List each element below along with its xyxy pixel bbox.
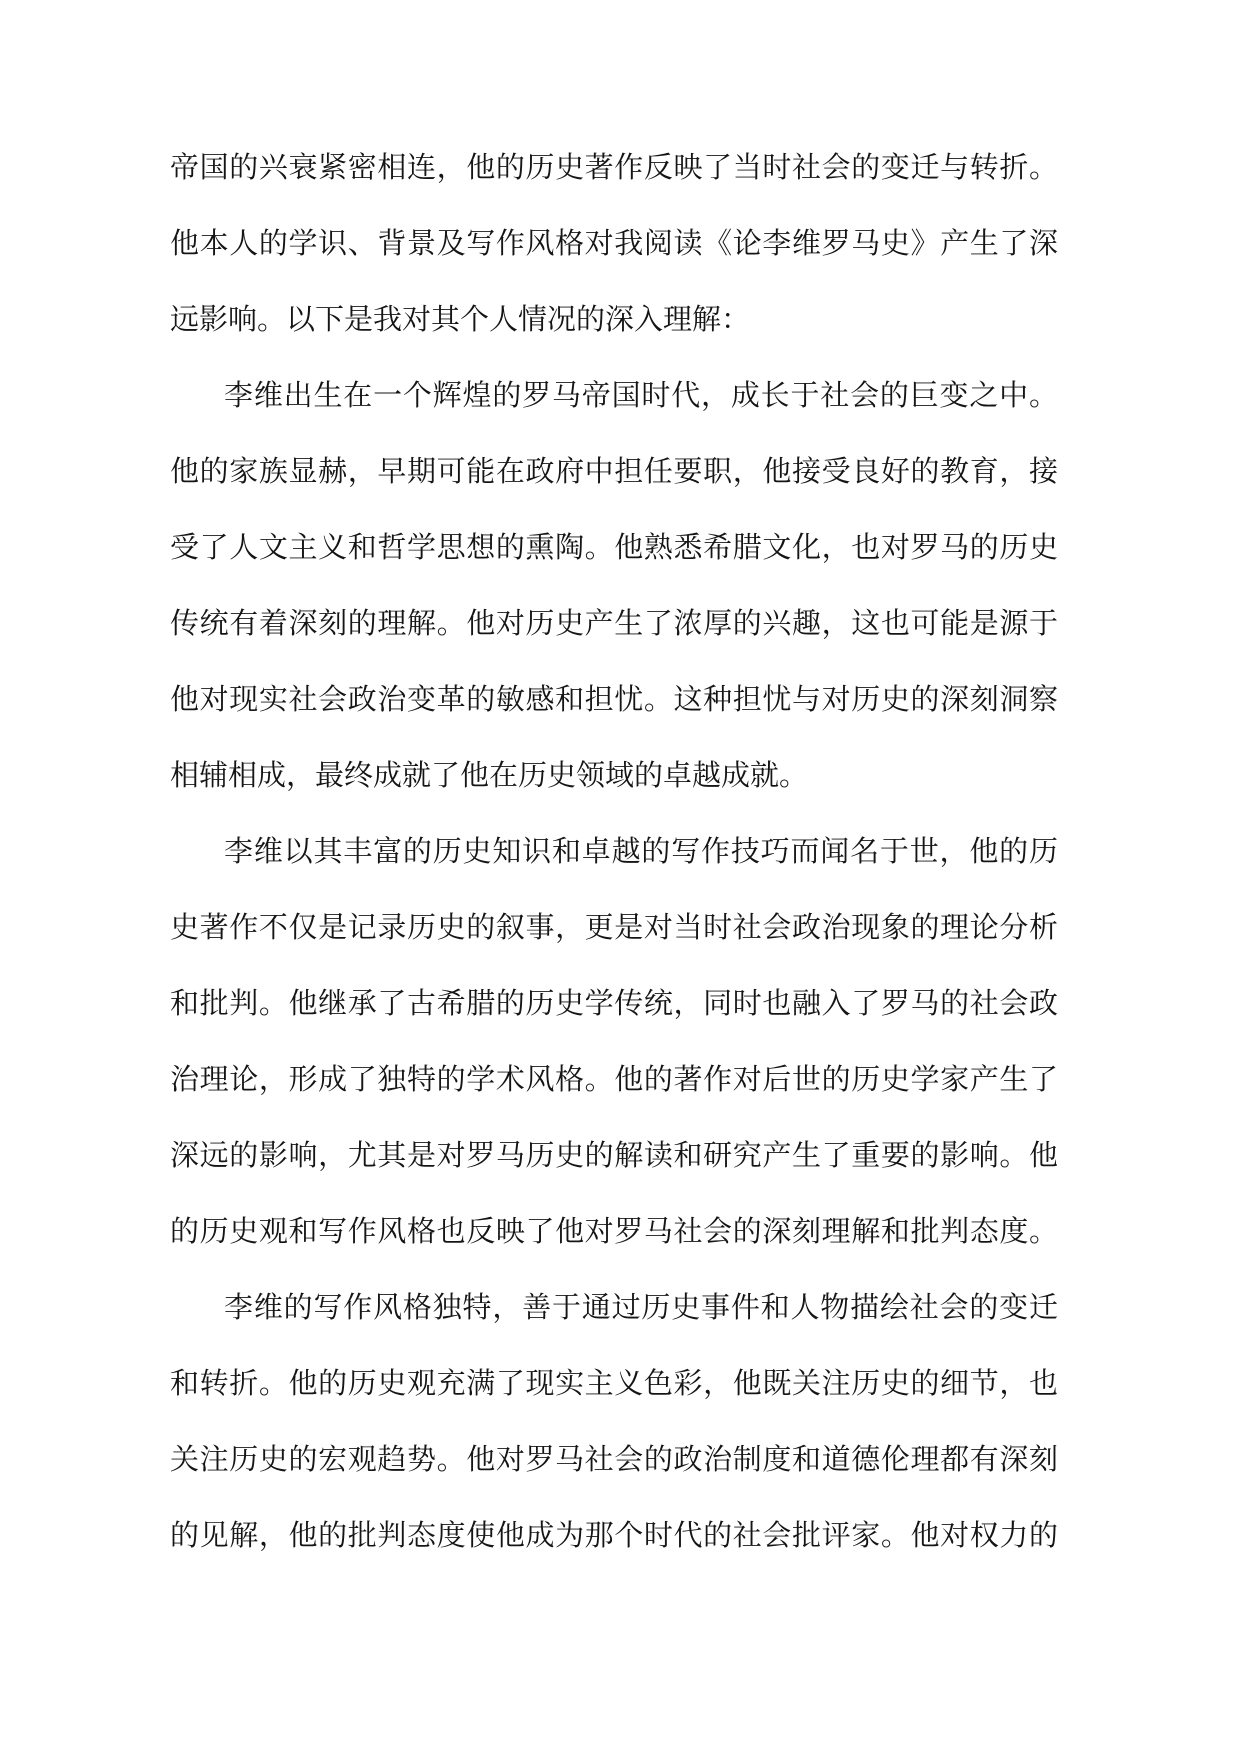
text-line: 相辅相成，最终成就了他在历史领域的卓越成就。	[170, 758, 809, 792]
text-line: 李维的写作风格独特，善于通过历史事件和人物描绘社会的变迁	[224, 1290, 1058, 1324]
text-line: 关注历史的宏观趋势。他对罗马社会的政治制度和道德伦理都有深刻	[170, 1442, 1058, 1476]
text-line: 深远的影响，尤其是对罗马历史的解读和研究产生了重要的影响。他	[170, 1138, 1058, 1172]
text-line: 远影响。以下是我对其个人情况的深入理解：	[170, 302, 751, 336]
text-line: 李维以其丰富的历史知识和卓越的写作技巧而闻名于世，他的历	[224, 834, 1058, 868]
text-line: 和转折。他的历史观充满了现实主义色彩，他既关注历史的细节，也	[170, 1366, 1058, 1400]
text-line: 他对现实社会政治变革的敏感和担忧。这种担忧与对历史的深刻洞察	[170, 682, 1058, 716]
text-line: 他的家族显赫，早期可能在政府中担任要职，他接受良好的教育，接	[170, 454, 1058, 488]
text-line: 他本人的学识、背景及写作风格对我阅读《论李维罗马史》产生了深	[170, 226, 1058, 260]
body-text	[170, 129, 1058, 1573]
text-line: 治理论，形成了独特的学术风格。他的著作对后世的历史学家产生了	[170, 1062, 1058, 1096]
paragraph-3	[170, 813, 1058, 1269]
text-line: 的见解，他的批判态度使他成为那个时代的社会批评家。他对权力的	[170, 1518, 1058, 1552]
paragraph-4	[170, 1269, 1058, 1573]
paragraph-1	[170, 129, 1058, 357]
text-line: 李维出生在一个辉煌的罗马帝国时代，成长于社会的巨变之中。	[224, 378, 1058, 412]
text-line: 的历史观和写作风格也反映了他对罗马社会的深刻理解和批判态度。	[170, 1214, 1058, 1248]
text-line: 受了人文主义和哲学思想的熏陶。他熟悉希腊文化，也对罗马的历史	[170, 530, 1058, 564]
text-line: 传统有着深刻的理解。他对历史产生了浓厚的兴趣，这也可能是源于	[170, 606, 1058, 640]
text-line: 帝国的兴衰紧密相连，他的历史著作反映了当时社会的变迁与转折。	[170, 150, 1058, 184]
text-line: 和批判。他继承了古希腊的历史学传统，同时也融入了罗马的社会政	[170, 986, 1058, 1020]
paragraph-2	[170, 357, 1058, 813]
text-line: 史著作不仅是记录历史的叙事，更是对当时社会政治现象的理论分析	[170, 910, 1058, 944]
